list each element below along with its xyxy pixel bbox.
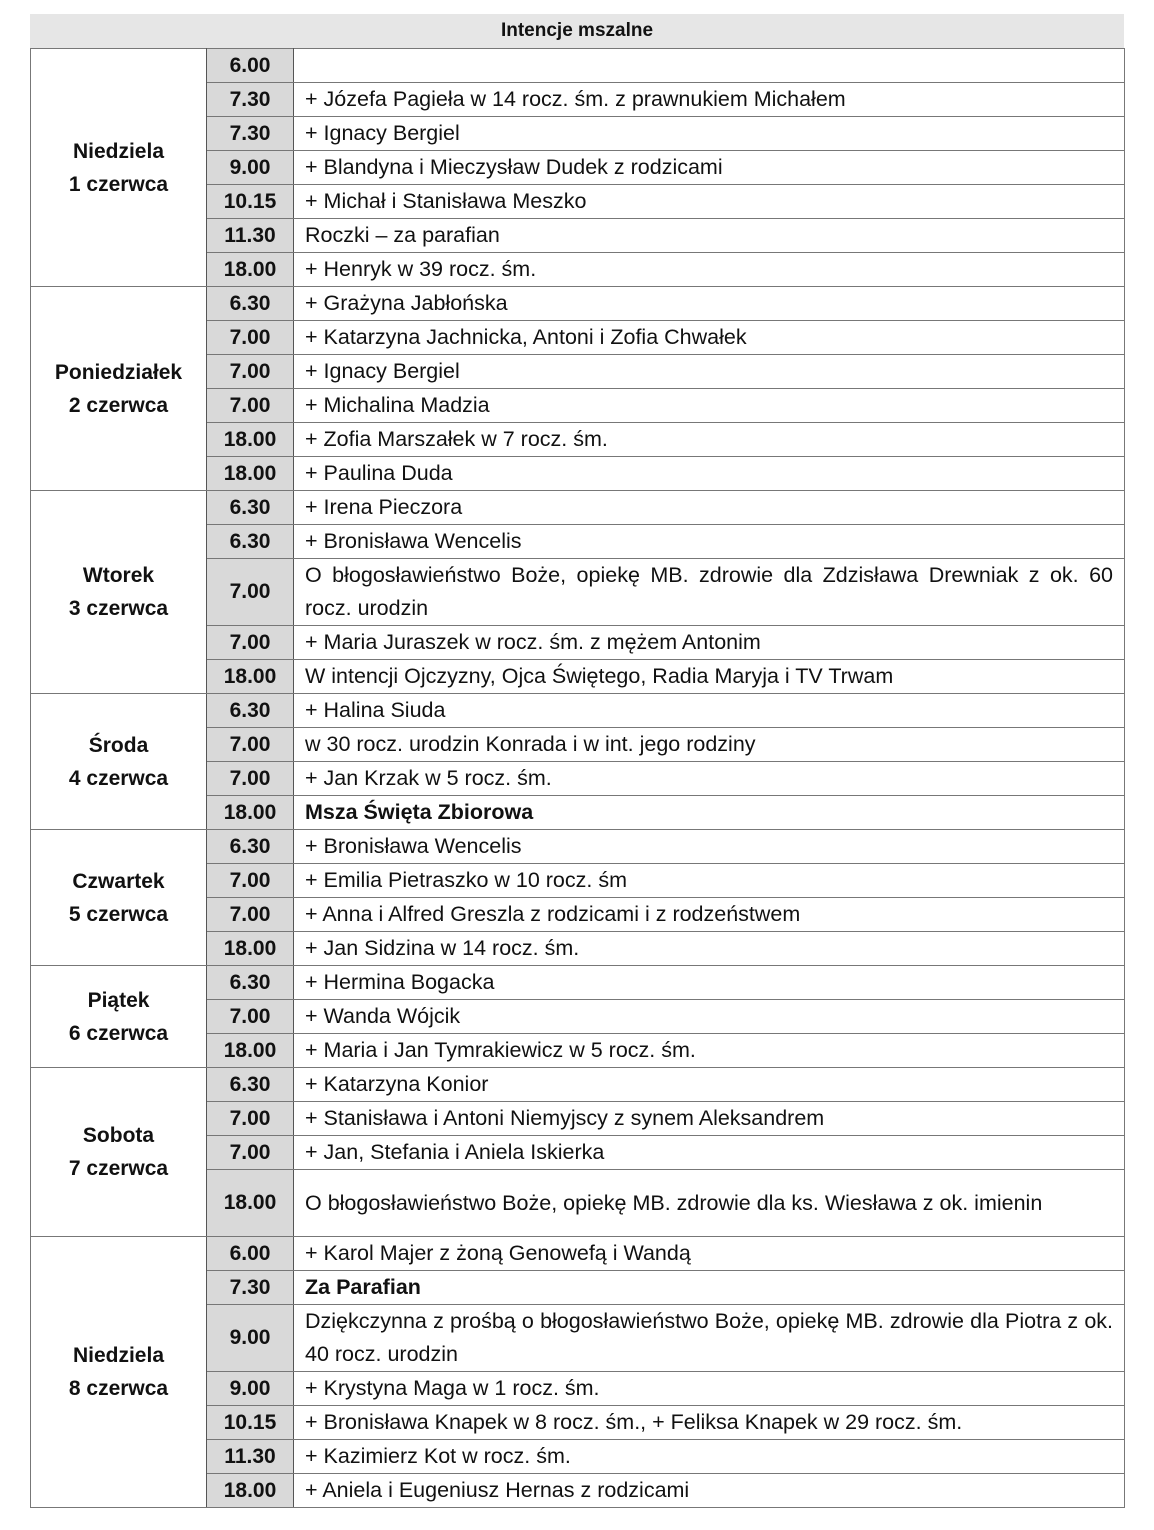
mass-intention: + Grażyna Jabłońska <box>294 287 1125 321</box>
day-name: Sobota <box>82 1124 155 1147</box>
mass-intention: + Bronisława Knapek w 8 rocz. śm., + Feliksa Knapek w 29 rocz. śm. <box>294 1406 1125 1440</box>
page-title: Intencje mszalne <box>30 14 1124 48</box>
mass-time: 18.00 <box>207 423 294 457</box>
mass-time: 9.00 <box>207 151 294 185</box>
mass-time: 9.00 <box>207 1305 294 1372</box>
day-date: 3 czerwca <box>68 597 169 620</box>
mass-intention: + Jan Krzak w 5 rocz. śm. <box>294 762 1125 796</box>
day-date: 1 czerwca <box>68 172 169 196</box>
mass-intention: + Kazimierz Kot w rocz. śm. <box>294 1440 1125 1474</box>
day-cell <box>31 694 207 830</box>
mass-time: 18.00 <box>207 1474 294 1508</box>
day-date: 7 czerwca <box>68 1157 169 1180</box>
mass-intention: + Maria i Jan Tymrakiewicz w 5 rocz. śm. <box>294 1034 1125 1068</box>
mass-intention: + Bronisława Wencelis <box>294 525 1125 559</box>
mass-time: 7.30 <box>207 117 294 151</box>
mass-time: 9.00 <box>207 1372 294 1406</box>
table-row <box>31 49 1125 83</box>
mass-intention: + Henryk w 39 rocz. śm. <box>294 253 1125 287</box>
mass-intention: + Hermina Bogacka <box>294 966 1125 1000</box>
day-cell <box>31 287 207 491</box>
mass-time: 18.00 <box>207 660 294 694</box>
day-name: Piątek <box>87 988 150 1012</box>
mass-time: 6.30 <box>207 694 294 728</box>
table-row <box>31 694 1125 728</box>
table-row <box>31 830 1125 864</box>
mass-intention: + Halina Siuda <box>294 694 1125 728</box>
mass-time: 18.00 <box>207 932 294 966</box>
day-cell <box>31 966 207 1068</box>
mass-intention: + Irena Pieczora <box>294 491 1125 525</box>
mass-time: 6.30 <box>207 525 294 559</box>
mass-intention: + Blandyna i Mieczysław Dudek z rodzicami <box>294 151 1125 185</box>
mass-time: 7.00 <box>207 626 294 660</box>
mass-intention: + Anna i Alfred Greszla z rodzicami i z rodzeństwem <box>294 898 1125 932</box>
table-row <box>31 287 1125 321</box>
mass-intention: + Maria Juraszek w rocz. śm. z mężem Antonim <box>294 626 1125 660</box>
intentions-table <box>30 48 1125 1508</box>
day-cell <box>31 491 207 694</box>
mass-time: 6.30 <box>207 966 294 1000</box>
day-cell <box>31 49 207 287</box>
mass-time: 7.00 <box>207 1000 294 1034</box>
mass-time: 7.00 <box>207 389 294 423</box>
mass-intention: Roczki – za parafian <box>294 219 1125 253</box>
mass-intention: + Stanisława i Antoni Niemyjscy z synem Aleksandrem <box>294 1102 1125 1136</box>
mass-time: 6.30 <box>207 287 294 321</box>
mass-time: 11.30 <box>207 219 294 253</box>
day-name: Czwartek <box>72 869 165 893</box>
mass-intention <box>294 49 1125 83</box>
day-date: 5 czerwca <box>68 902 169 926</box>
mass-intention: + Katarzyna Konior <box>294 1068 1125 1102</box>
mass-intention: + Jan Sidzina w 14 rocz. śm. <box>294 932 1125 966</box>
table-row <box>31 966 1125 1000</box>
mass-intention: + Wanda Wójcik <box>294 1000 1125 1034</box>
mass-time: 7.00 <box>207 728 294 762</box>
day-date: 4 czerwca <box>68 766 169 790</box>
mass-time: 7.00 <box>207 559 294 626</box>
mass-time: 18.00 <box>207 796 294 830</box>
day-cell <box>31 1068 207 1237</box>
mass-time: 7.00 <box>207 1102 294 1136</box>
mass-intention: + Michalina Madzia <box>294 389 1125 423</box>
intentions-table-body <box>31 49 1125 1508</box>
mass-time: 7.00 <box>207 898 294 932</box>
mass-time: 7.00 <box>207 1136 294 1170</box>
mass-time: 6.30 <box>207 491 294 525</box>
mass-intention: + Aniela i Eugeniusz Hernas z rodzicami <box>294 1474 1125 1508</box>
mass-intention: w 30 rocz. urodzin Konrada i w int. jego rodziny <box>294 728 1125 762</box>
mass-intention: + Katarzyna Jachnicka, Antoni i Zofia Chwałek <box>294 321 1125 355</box>
mass-time: 18.00 <box>207 457 294 491</box>
mass-intention: + Józefa Pagieła w 14 rocz. śm. z prawnukiem Michałem <box>294 83 1125 117</box>
mass-time: 10.15 <box>207 1406 294 1440</box>
mass-intention: + Emilia Pietraszko w 10 rocz. śm <box>294 864 1125 898</box>
mass-time: 11.30 <box>207 1440 294 1474</box>
mass-intention: W intencji Ojczyzny, Ojca Świętego, Radia Maryja i TV Trwam <box>294 660 1125 694</box>
table-row <box>31 1237 1125 1271</box>
mass-time: 7.00 <box>207 762 294 796</box>
mass-intention: + Jan, Stefania i Aniela Iskierka <box>294 1136 1125 1170</box>
mass-time: 6.30 <box>207 1068 294 1102</box>
mass-intention: + Zofia Marszałek w 7 rocz. śm. <box>294 423 1125 457</box>
mass-time: 6.00 <box>207 1237 294 1271</box>
mass-intention: O błogosławieństwo Boże, opiekę MB. zdrowie dla ks. Wiesława z ok. imienin <box>294 1170 1125 1237</box>
mass-time: 6.00 <box>207 49 294 83</box>
day-name: Poniedziałek <box>54 360 183 384</box>
day-cell <box>31 1237 207 1508</box>
mass-intention: + Paulina Duda <box>294 457 1125 491</box>
mass-time: 18.00 <box>207 1170 294 1237</box>
table-row <box>31 1068 1125 1102</box>
mass-time: 6.30 <box>207 830 294 864</box>
day-name: Niedziela <box>72 139 165 163</box>
mass-intention: + Michał i Stanisława Meszko <box>294 185 1125 219</box>
mass-intention: O błogosławieństwo Boże, opiekę MB. zdrowie dla Zdzisława Drewniak z ok. 60 rocz. urodzin <box>294 559 1125 626</box>
day-cell <box>31 830 207 966</box>
mass-intention: + Ignacy Bergiel <box>294 355 1125 389</box>
mass-time: 7.30 <box>207 1271 294 1305</box>
mass-intention: Za Parafian <box>294 1271 1125 1305</box>
day-date: 2 czerwca <box>68 393 169 417</box>
day-date: 8 czerwca <box>68 1377 169 1400</box>
mass-time: 7.00 <box>207 321 294 355</box>
mass-intention: + Karol Majer z żoną Genowefą i Wandą <box>294 1237 1125 1271</box>
mass-time: 18.00 <box>207 253 294 287</box>
day-date: 6 czerwca <box>68 1021 169 1045</box>
mass-time: 7.00 <box>207 864 294 898</box>
mass-intention: + Bronisława Wencelis <box>294 830 1125 864</box>
mass-time: 10.15 <box>207 185 294 219</box>
mass-time: 18.00 <box>207 1034 294 1068</box>
day-name: Środa <box>88 733 149 757</box>
day-name: Wtorek <box>82 564 155 587</box>
mass-time: 7.30 <box>207 83 294 117</box>
mass-time: 7.00 <box>207 355 294 389</box>
day-name: Niedziela <box>72 1344 165 1367</box>
mass-intention: + Krystyna Maga w 1 rocz. śm. <box>294 1372 1125 1406</box>
mass-intentions-document <box>30 14 1124 1508</box>
mass-intention: Dziękczynna z prośbą o błogosławieństwo Boże, opiekę MB. zdrowie dla Piotra z ok. 40 rocz. urodzin <box>294 1305 1125 1372</box>
table-row <box>31 491 1125 525</box>
mass-intention: Msza Święta Zbiorowa <box>294 796 1125 830</box>
mass-intention: + Ignacy Bergiel <box>294 117 1125 151</box>
